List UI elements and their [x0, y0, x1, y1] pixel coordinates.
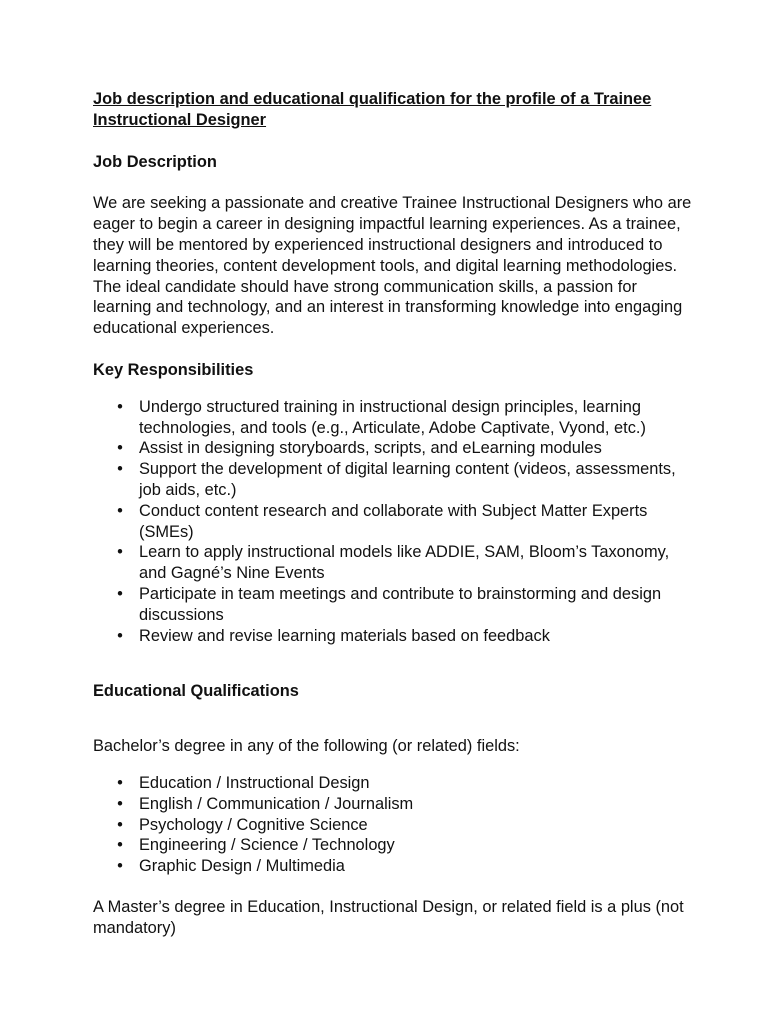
list-item	[93, 459, 693, 501]
list-item	[93, 856, 693, 877]
bullet-icon: •	[117, 794, 123, 813]
qualifications-intro: Bachelor’s degree in any of the following (or related) fields:	[93, 737, 520, 756]
list-item	[93, 542, 693, 584]
list-item	[93, 584, 693, 626]
job-description-heading: Job Description	[93, 152, 217, 171]
bullet-icon: •	[117, 836, 123, 855]
qualifications-list	[93, 773, 693, 877]
list-item-text: Review and revise learning materials based on feedback	[139, 626, 550, 645]
list-item	[93, 815, 693, 836]
qualifications-heading: Educational Qualifications	[93, 682, 299, 701]
list-item-text: Support the development of digital learning content (videos, assessments, job aids, etc.)	[139, 460, 676, 499]
document-content	[93, 89, 693, 939]
list-item-text: Engineering / Science / Technology	[139, 836, 395, 855]
list-item-text: Conduct content research and collaborate with Subject Matter Experts (SMEs)	[139, 501, 648, 541]
bullet-icon: •	[117, 501, 123, 520]
bullet-icon: •	[117, 460, 123, 479]
bullet-icon: •	[117, 543, 123, 562]
list-item	[93, 626, 693, 647]
list-item-text: Education / Instructional Design	[139, 773, 370, 792]
list-item-text: Graphic Design / Multimedia	[139, 857, 345, 876]
bullet-icon: •	[117, 439, 123, 458]
responsibilities-list	[93, 397, 693, 647]
bullet-icon: •	[117, 584, 123, 603]
qualifications-note: A Master’s degree in Education, Instructional Design, or related field is a plus (not mandatory)	[93, 897, 684, 937]
list-item-text: Undergo structured training in instructional design principles, learning technologies, and tools (e.g., Articulate, Adobe Captivate, Vyond, etc.)	[139, 397, 646, 437]
bullet-icon: •	[117, 773, 123, 792]
document-title: Job description and educational qualification for the profile of a Trainee Instructional Designer	[93, 90, 652, 129]
list-item	[93, 397, 693, 439]
list-item-text: English / Communication / Journalism	[139, 794, 414, 813]
bullet-icon: •	[117, 397, 123, 416]
list-item-text: Psychology / Cognitive Science	[139, 815, 368, 834]
list-item	[93, 794, 693, 815]
list-item	[93, 438, 693, 459]
list-item	[93, 835, 693, 856]
job-description-body: We are seeking a passionate and creative Trainee Instructional Designers who are eager to begin a career in designing impactful learning experiences. As a trainee, they will be mentored by experienced instructional designers and introduced to learning theories, content development tools, and digital learning methodologies. The ideal candidate should have strong communication skills, a passion for learning and technology, and an interest in transforming knowledge into engaging educational experiences.	[93, 194, 692, 338]
list-item	[93, 773, 693, 794]
list-item	[93, 501, 693, 543]
responsibilities-heading: Key Responsibilities	[93, 360, 254, 379]
bullet-icon: •	[117, 857, 123, 876]
list-item-text: Assist in designing storyboards, scripts, and eLearning modules	[139, 439, 602, 458]
list-item-text: Participate in team meetings and contribute to brainstorming and design discussions	[139, 584, 662, 624]
bullet-icon: •	[117, 626, 123, 645]
list-item-text: Learn to apply instructional models like ADDIE, SAM, Bloom’s Taxonomy, and Gagné’s Nine Events	[139, 543, 670, 583]
bullet-icon: •	[117, 815, 123, 834]
